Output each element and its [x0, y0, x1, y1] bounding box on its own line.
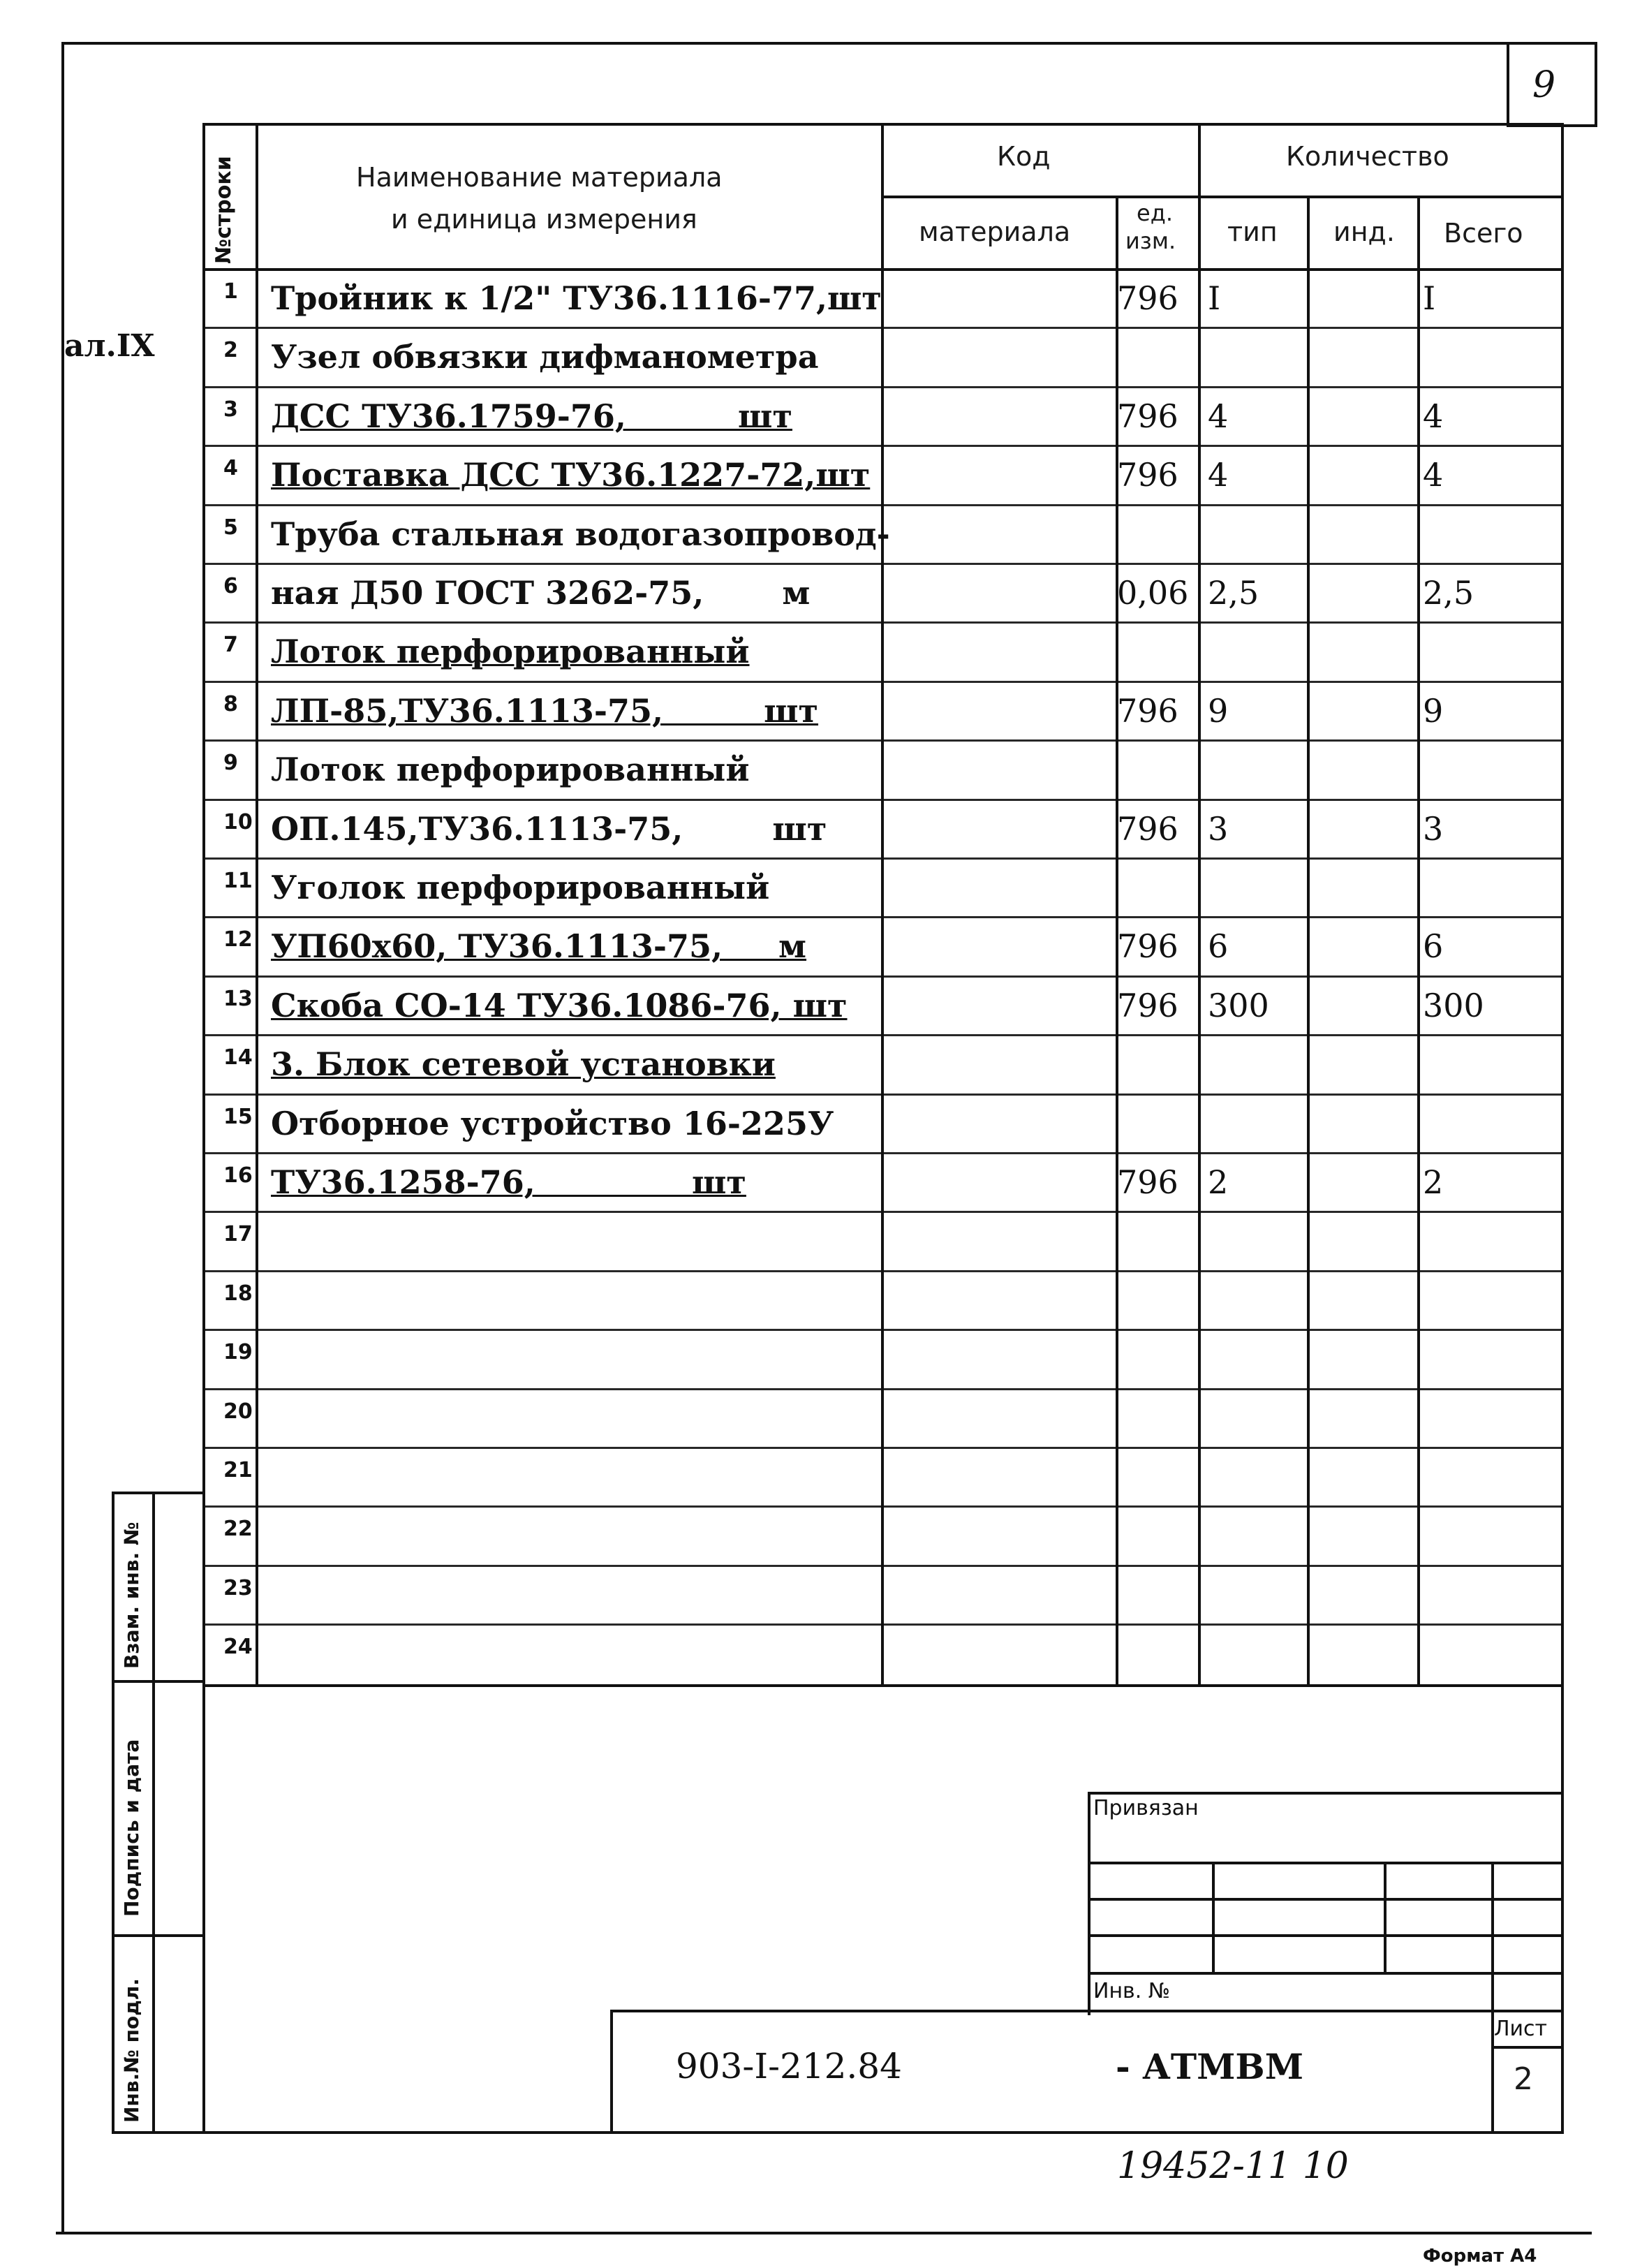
header-material: материала: [919, 216, 1071, 247]
header-unit-line1: ед.: [1137, 200, 1173, 226]
side-sep-2: [112, 1934, 204, 1937]
row-number: 5: [223, 515, 238, 540]
row-line: [202, 1152, 1564, 1154]
col-line-6: [1417, 196, 1420, 1687]
table-bottom: [112, 2131, 1564, 2134]
col-line-1: [256, 123, 258, 1687]
row-line: [202, 1505, 1564, 1508]
row-line: [202, 916, 1564, 918]
row-qty-total: 2: [1423, 1163, 1444, 1201]
row-number: 20: [223, 1399, 253, 1424]
header-ind: инд.: [1333, 216, 1395, 247]
header-name-line1: Наименование материала: [356, 162, 723, 193]
row-qty-total: 6: [1423, 927, 1444, 965]
header-mid-line: [881, 196, 1562, 198]
stamp-col-1: [1212, 1862, 1215, 1973]
row-qty-total: 4: [1423, 397, 1444, 435]
row-number: 24: [223, 1635, 253, 1659]
row-line: [202, 1329, 1564, 1331]
row-name: Тройник к 1/2" ТУ36.1116-77,шт: [271, 279, 882, 317]
stamp-top: [1088, 1792, 1562, 1795]
frame-right-top: [1595, 42, 1597, 126]
row-name: ТУ36.1258-76, шт: [271, 1163, 746, 1201]
row-line: [202, 563, 1564, 565]
row-unit-code: 796: [1117, 456, 1178, 494]
side-label-podpis: Подпись и дата: [120, 1739, 143, 1917]
row-line: [202, 1565, 1564, 1567]
side-label-inv-podl: Инв.№ подл.: [120, 1978, 143, 2123]
row-number: 4: [223, 456, 238, 480]
row-number: 3: [223, 397, 238, 422]
row-line: [202, 681, 1564, 683]
left-note: ал.IX: [64, 328, 155, 364]
stamp-left: [1088, 1792, 1090, 2015]
row-name: УП60х60, ТУ36.1113-75, м: [271, 927, 807, 965]
row-line: [202, 1388, 1564, 1390]
title-block-left: [610, 2010, 613, 2134]
row-qty-type: 6: [1208, 927, 1229, 965]
row-number: 17: [223, 1222, 253, 1246]
row-unit-code: 796: [1117, 397, 1178, 435]
row-number: 11: [223, 869, 253, 893]
row-qty-type: I: [1208, 279, 1221, 317]
row-number: 18: [223, 1281, 253, 1306]
row-line: [202, 621, 1564, 624]
row-line: [202, 799, 1564, 801]
page-number-box-left: [1507, 42, 1509, 126]
format-label: Формат А4: [1423, 2246, 1537, 2267]
row-qty-total: 2,5: [1423, 574, 1474, 612]
row-line: [202, 739, 1564, 742]
row-number: 9: [223, 751, 238, 775]
title-block-top: [610, 2010, 1562, 2012]
table-right: [1561, 123, 1564, 2134]
row-qty-total: I: [1423, 279, 1436, 317]
row-qty-total: 300: [1423, 987, 1484, 1024]
stamp-inv-no: Инв. №: [1093, 1979, 1171, 2003]
row-name: Лоток перфорированный: [271, 633, 750, 670]
frame-bottom: [56, 2232, 1592, 2234]
row-number: 16: [223, 1163, 253, 1188]
row-line: [202, 1447, 1564, 1449]
col-line-4: [1198, 123, 1201, 1687]
doc-code: 903-I-212.84: [676, 2046, 902, 2086]
row-line: [202, 445, 1564, 447]
doc-suffix: - АТМВМ: [1116, 2046, 1304, 2087]
list-label: Лист: [1494, 2017, 1548, 2041]
row-name: 3. Блок сетевой установки: [271, 1045, 776, 1083]
row-name: Отборное устройство 16-225У: [271, 1105, 834, 1142]
row-name: Уголок перфорированный: [271, 869, 770, 906]
row-line: [202, 975, 1564, 978]
row-unit-code: 796: [1117, 279, 1178, 317]
stamp-col-3: [1491, 1862, 1494, 2134]
row-name: ЛП-85,ТУ36.1113-75, шт: [271, 692, 819, 730]
row-name: Поставка ДСС ТУ36.1227-72,шт: [271, 456, 871, 494]
header-rownum: №строки: [212, 156, 236, 264]
row-number: 21: [223, 1458, 253, 1482]
stamp-col-2: [1384, 1862, 1387, 1973]
row-number: 7: [223, 633, 238, 657]
row-line: [202, 1270, 1564, 1272]
row-line: [202, 1094, 1564, 1096]
header-quantity: Количество: [1286, 141, 1449, 172]
row-unit-code: 796: [1117, 810, 1178, 848]
row-line: [202, 504, 1564, 506]
row-unit-code: 796: [1117, 987, 1178, 1024]
header-unit-line2: изм.: [1125, 228, 1176, 254]
row-unit-code: 796: [1117, 927, 1178, 965]
row-number: 22: [223, 1517, 253, 1541]
row-qty-type: 300: [1208, 987, 1269, 1024]
row-number: 6: [223, 574, 238, 598]
row-qty-type: 4: [1208, 456, 1229, 494]
row-number: 14: [223, 1045, 253, 1070]
row-name: Узел обвязки дифманометра: [271, 338, 819, 376]
row-qty-total: 3: [1423, 810, 1444, 848]
row-line: [202, 1211, 1564, 1213]
row-number: 23: [223, 1576, 253, 1600]
row-name: ДСС ТУ36.1759-76, шт: [271, 397, 792, 435]
row-qty-type: 9: [1208, 692, 1229, 730]
stamp-privyazan: Привязан: [1093, 1796, 1199, 1820]
list-value: 2: [1514, 2061, 1533, 2097]
row-line: [202, 1623, 1564, 1626]
row-number: 10: [223, 810, 253, 834]
row-name: Скоба СО-14 ТУ36.1086-76, шт: [271, 987, 848, 1024]
side-col-left: [112, 1492, 114, 2134]
row-number: 12: [223, 927, 253, 952]
row-name: Труба стальная водогазопровод-: [271, 515, 890, 553]
row-number: 1: [223, 279, 238, 304]
row-name: Лоток перфорированный: [271, 751, 750, 788]
row-qty-type: 2: [1208, 1163, 1229, 1201]
row-line: [202, 386, 1564, 388]
row-number: 2: [223, 338, 238, 362]
table-left: [202, 123, 205, 2134]
row-qty-type: 3: [1208, 810, 1229, 848]
row-unit-code: 796: [1117, 1163, 1178, 1201]
row-line: [202, 857, 1564, 860]
frame-top: [61, 42, 1597, 45]
page-number: 9: [1532, 64, 1556, 106]
row-qty-total: 9: [1423, 692, 1444, 730]
side-sep-1: [112, 1680, 204, 1683]
row-qty-total: 4: [1423, 456, 1444, 494]
list-sep: [1491, 2046, 1564, 2049]
side-label-vzam: Взам. инв. №: [120, 1522, 143, 1669]
header-name-line2: и единица измерения: [391, 204, 697, 235]
col-line-2: [881, 123, 884, 1687]
frame-left: [61, 42, 64, 2234]
row-unit-code: 796: [1117, 692, 1178, 730]
row-qty-type: 4: [1208, 397, 1229, 435]
row-line: [202, 327, 1564, 329]
header-total: Всего: [1444, 218, 1523, 249]
bottom-number: 19452-11 10: [1117, 2145, 1349, 2187]
row-number: 13: [223, 987, 253, 1011]
header-type: тип: [1227, 216, 1278, 247]
row-number: 19: [223, 1340, 253, 1364]
table-rows-bottom: [202, 1684, 1564, 1687]
row-qty-type: 2,5: [1208, 574, 1259, 612]
col-line-5: [1307, 196, 1310, 1687]
header-code: Код: [997, 141, 1051, 172]
row-number: 8: [223, 692, 238, 716]
side-top: [112, 1492, 204, 1494]
row-line: [202, 1034, 1564, 1036]
row-unit-code: 0,06: [1117, 574, 1189, 612]
row-number: 15: [223, 1105, 253, 1129]
row-name: ОП.145,ТУ36.1113-75, шт: [271, 810, 827, 848]
side-col-mid: [152, 1492, 155, 2134]
row-name: ная Д50 ГОСТ 3262-75, м: [271, 574, 811, 612]
